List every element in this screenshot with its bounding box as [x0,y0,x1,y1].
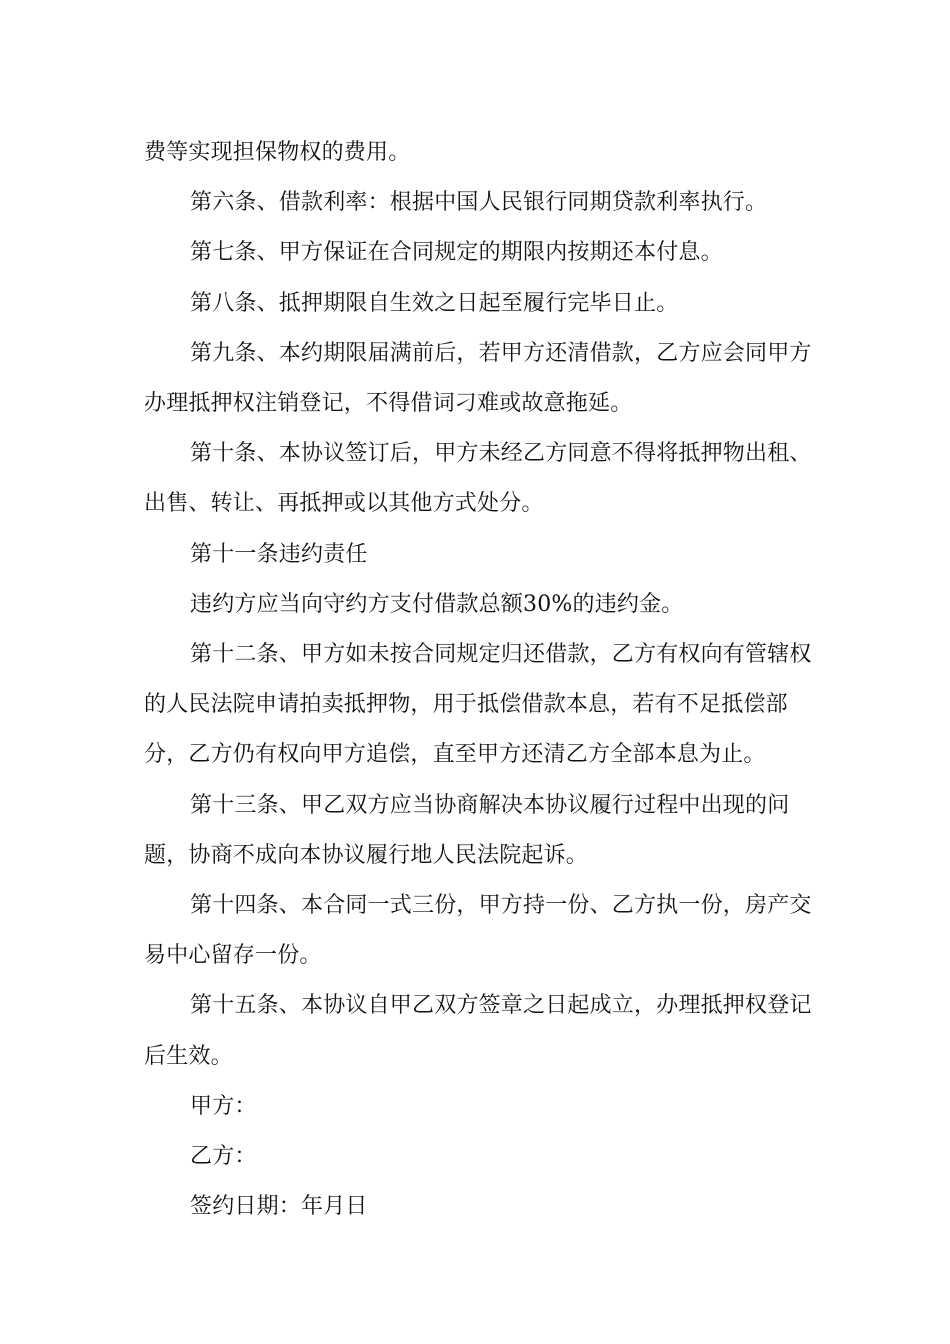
document-body [144,128,824,1232]
paragraph-article-15: 第十五条、本协议自甲乙双方签章之日起成立，办理抵押权登记后生效。 [144,993,812,1069]
signature-party-a: 甲方： [190,1093,257,1119]
paragraph-continuation: 费等实现担保物权的费用。 [144,140,411,165]
paragraph-article-8: 第八条、抵押期限自生效之日起至履行完毕日止。 [190,290,679,316]
paragraph-article-11-body: 违约方应当向守约方支付借款总额30%的违约金。 [190,591,684,617]
paragraph-article-12: 第十二条、甲方如未按合同规定归还借款，乙方有权向有管辖权的人民法院申请拍卖抵押物，用于抵偿借款本息，若有不足抵偿部分，乙方仍有权向甲方追偿，直至甲方还清乙方全部本息为止。 [144,642,812,768]
paragraph-article-13: 第十三条、甲乙双方应当协商解决本协议履行过程中出现的问题，协商不成向本协议履行地人民法院起诉。 [144,792,790,868]
paragraph-article-7: 第七条、甲方保证在合同规定的期限内按期还本付息。 [190,240,723,266]
paragraph-article-11-heading: 第十一条违约责任 [190,541,368,567]
paragraph-article-9: 第九条、本约期限届满前后，若甲方还清借款，乙方应会同甲方办理抵押权注销登记，不得借词刁难或故意拖延。 [144,340,812,417]
signing-date: 签约日期：年月日 [190,1194,368,1220]
paragraph-article-14: 第十四条、本合同一式三份，甲方持一份、乙方执一份，房产交易中心留存一份。 [144,893,812,969]
paragraph-article-6: 第六条、借款利率：根据中国人民银行同期贷款利率执行。 [190,190,768,216]
paragraph-article-10: 第十条、本协议签订后，甲方未经乙方同意不得将抵押物出租、出售、转让、再抵押或以其他方式处分。 [144,441,812,517]
signature-party-b: 乙方： [190,1144,257,1170]
